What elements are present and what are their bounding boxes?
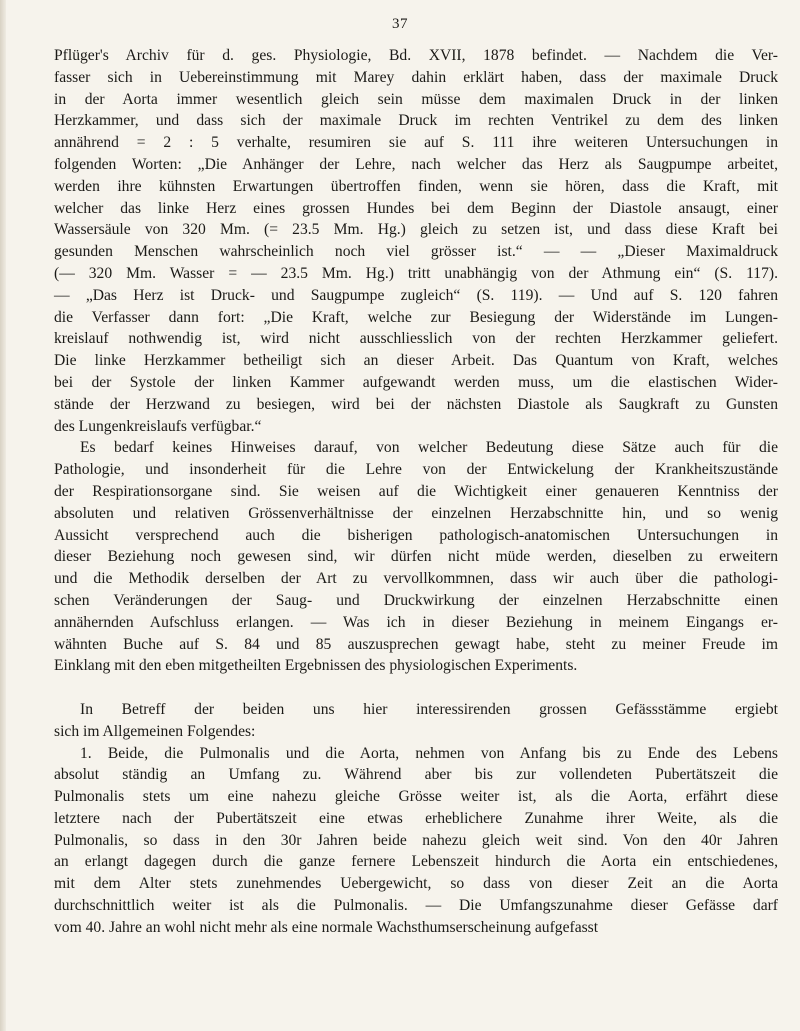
text-line: Pflüger's Archiv für d. ges. Physiologie, Bd. XVII, 1878 befindet. — Nachdem die Ver-	[54, 47, 778, 64]
text-line: Pulmonalis stets um eine nahezu gleiche Grösse weiter ist, als die Aorta, erfährt diese	[54, 788, 778, 806]
text-line: in der Aorta immer wesentlich gleich sein müsse dem maximalen Druck in der linken	[54, 90, 778, 108]
text-line: — „Das Herz ist Druck- und Saugpumpe zugleich“ (S. 119). — Und auf S. 120 fahren	[54, 286, 778, 304]
text-line: sich im Allgemeinen Folgendes:	[54, 722, 256, 740]
text-line: folgenden Worten: „Die Anhänger der Lehre, nach welcher das Herz als Saugpumpe arbeitet,	[54, 155, 778, 173]
text-line: durchschnittlich weiter ist als die Pulmonalis. — Die Umfangszunahme dieser Gefässe darf	[54, 897, 778, 915]
text-line: vom 40. Jahre an wohl nicht mehr als eine normale Wachsthumserscheinung aufgefasst	[54, 918, 599, 936]
body-text	[54, 45, 778, 939]
page-edge	[0, 0, 6, 1031]
text-line: absolut ständig an Umfang zu. Während aber bis zur vollendeten Pubertätszeit die	[54, 766, 778, 784]
text-line: an erlangt dagegen durch die ganze fernere Lebenszeit hindurch die Aorta ein entschiedenes,	[54, 853, 778, 871]
text-line: Es bedarf keines Hinweises darauf, von welcher Bedeutung diese Sätze auch für die	[80, 439, 778, 457]
text-line: Pulmonalis, so dass in den 30r Jahren beide nahezu gleich weit sind. Von den 40r Jahren	[54, 831, 778, 849]
text-line: Aussicht versprechend auch die bisherigen pathologisch-anatomischen Untersuchungen in	[54, 526, 778, 544]
text-line: werden ihre kühnsten Erwartungen übertroffen finden, wenn sie hören, dass die Kraft, mit	[54, 177, 778, 195]
text-line: Einklang mit den eben mitgetheilten Ergebnissen des physiologischen Experiments.	[54, 657, 578, 675]
text-line: dieser Beziehung noch gewesen sind, wir dürfen nicht müde werden, dieselben zu erweitern	[54, 548, 778, 566]
text-line: Die linke Herzkammer betheiligt sich an dieser Arbeit. Das Quantum von Kraft, welches	[54, 352, 778, 370]
text-line: (— 320 Mm. Wasser = — 23.5 Mm. Hg.) tritt unabhängig von der Athmung ein“ (S. 117).	[54, 264, 778, 282]
section-gap	[54, 677, 778, 699]
text-line: bei der Systole der linken Kammer aufgewandt werden muss, um die elastischen Wider-	[54, 373, 778, 391]
text-line: annährend = 2 : 5 verhalte, resumiren sie auf S. 111 ihre weiteren Untersuchungen in	[54, 134, 778, 152]
text-line: stände der Herzwand zu besiegen, wird bei der nächsten Diastole als Saugkraft zu Gunsten	[54, 395, 778, 413]
text-line: schen Veränderungen der Saug- und Druckwirkung der einzelnen Herzabschnitte einen	[54, 591, 778, 609]
text-line: und die Methodik derselben der Art zu vervollkommnen, dass wir auch über die pathologi-	[54, 570, 778, 588]
text-line: die Verfasser dann fort: „Die Kraft, welche zur Besiegung der Widerstände im Lungen-	[54, 308, 778, 326]
text-line: annähernden Aufschluss erlangen. — Was ich in dieser Beziehung in meinem Eingangs er-	[54, 613, 778, 631]
text-line: fasser sich in Uebereinstimmung mit Marey dahin erklärt haben, dass der maximale Druck	[54, 68, 778, 86]
text-line: letztere nach der Pubertätszeit eine etwas erheblichere Zunahme ihrer Weite, als die	[54, 809, 778, 827]
text-line: der Respirationsorgane sind. Sie weisen auf die Wichtigkeit einer genaueren Kenntniss der	[54, 482, 778, 500]
text-line: 1. Beide, die Pulmonalis und die Aorta, nehmen von Anfang bis zu Ende des Lebens	[80, 744, 778, 762]
text-line: absoluten und relativen Grössenverhältnisse der einzelnen Herzabschnitte hin, und so wenig	[54, 504, 778, 522]
text-line: In Betreff der beiden uns hier interessirenden grossen Gefässstämme ergiebt	[80, 700, 778, 718]
text-line: kreislauf nothwendig ist, wird nicht ausschliesslich von der rechten Herzkammer geliefert.	[54, 330, 778, 348]
text-line: Herzkammer, und dass sich der maximale Druck im rechten Ventrikel zu dem des linken	[54, 112, 778, 130]
text-line: wähnten Buche auf S. 84 und 85 auszusprechen gewagt habe, steht zu meiner Freude im	[54, 635, 778, 653]
text-line: Pathologie, und insonderheit für die Lehre von der Entwickelung der Krankheitszustände	[54, 461, 778, 479]
text-line: mit dem Alter stets zunehmendes Uebergewicht, so dass von dieser Zeit an die Aorta	[54, 875, 778, 893]
text-line: Wassersäule von 320 Mm. (= 23.5 Mm. Hg.) gleich zu setzen ist, und dass diese Kraft bei	[54, 221, 778, 239]
text-line: welcher das linke Herz eines grossen Hundes bei dem Beginn der Diastole ansaugt, einer	[54, 199, 778, 217]
text-line: des Lungenkreislaufs verfügbar.“	[54, 417, 262, 435]
text-line: gesunden Menschen wahrscheinlich noch viel grösser ist.“ — — „Dieser Maximaldruck	[54, 243, 778, 261]
page-number: 37	[392, 16, 408, 32]
